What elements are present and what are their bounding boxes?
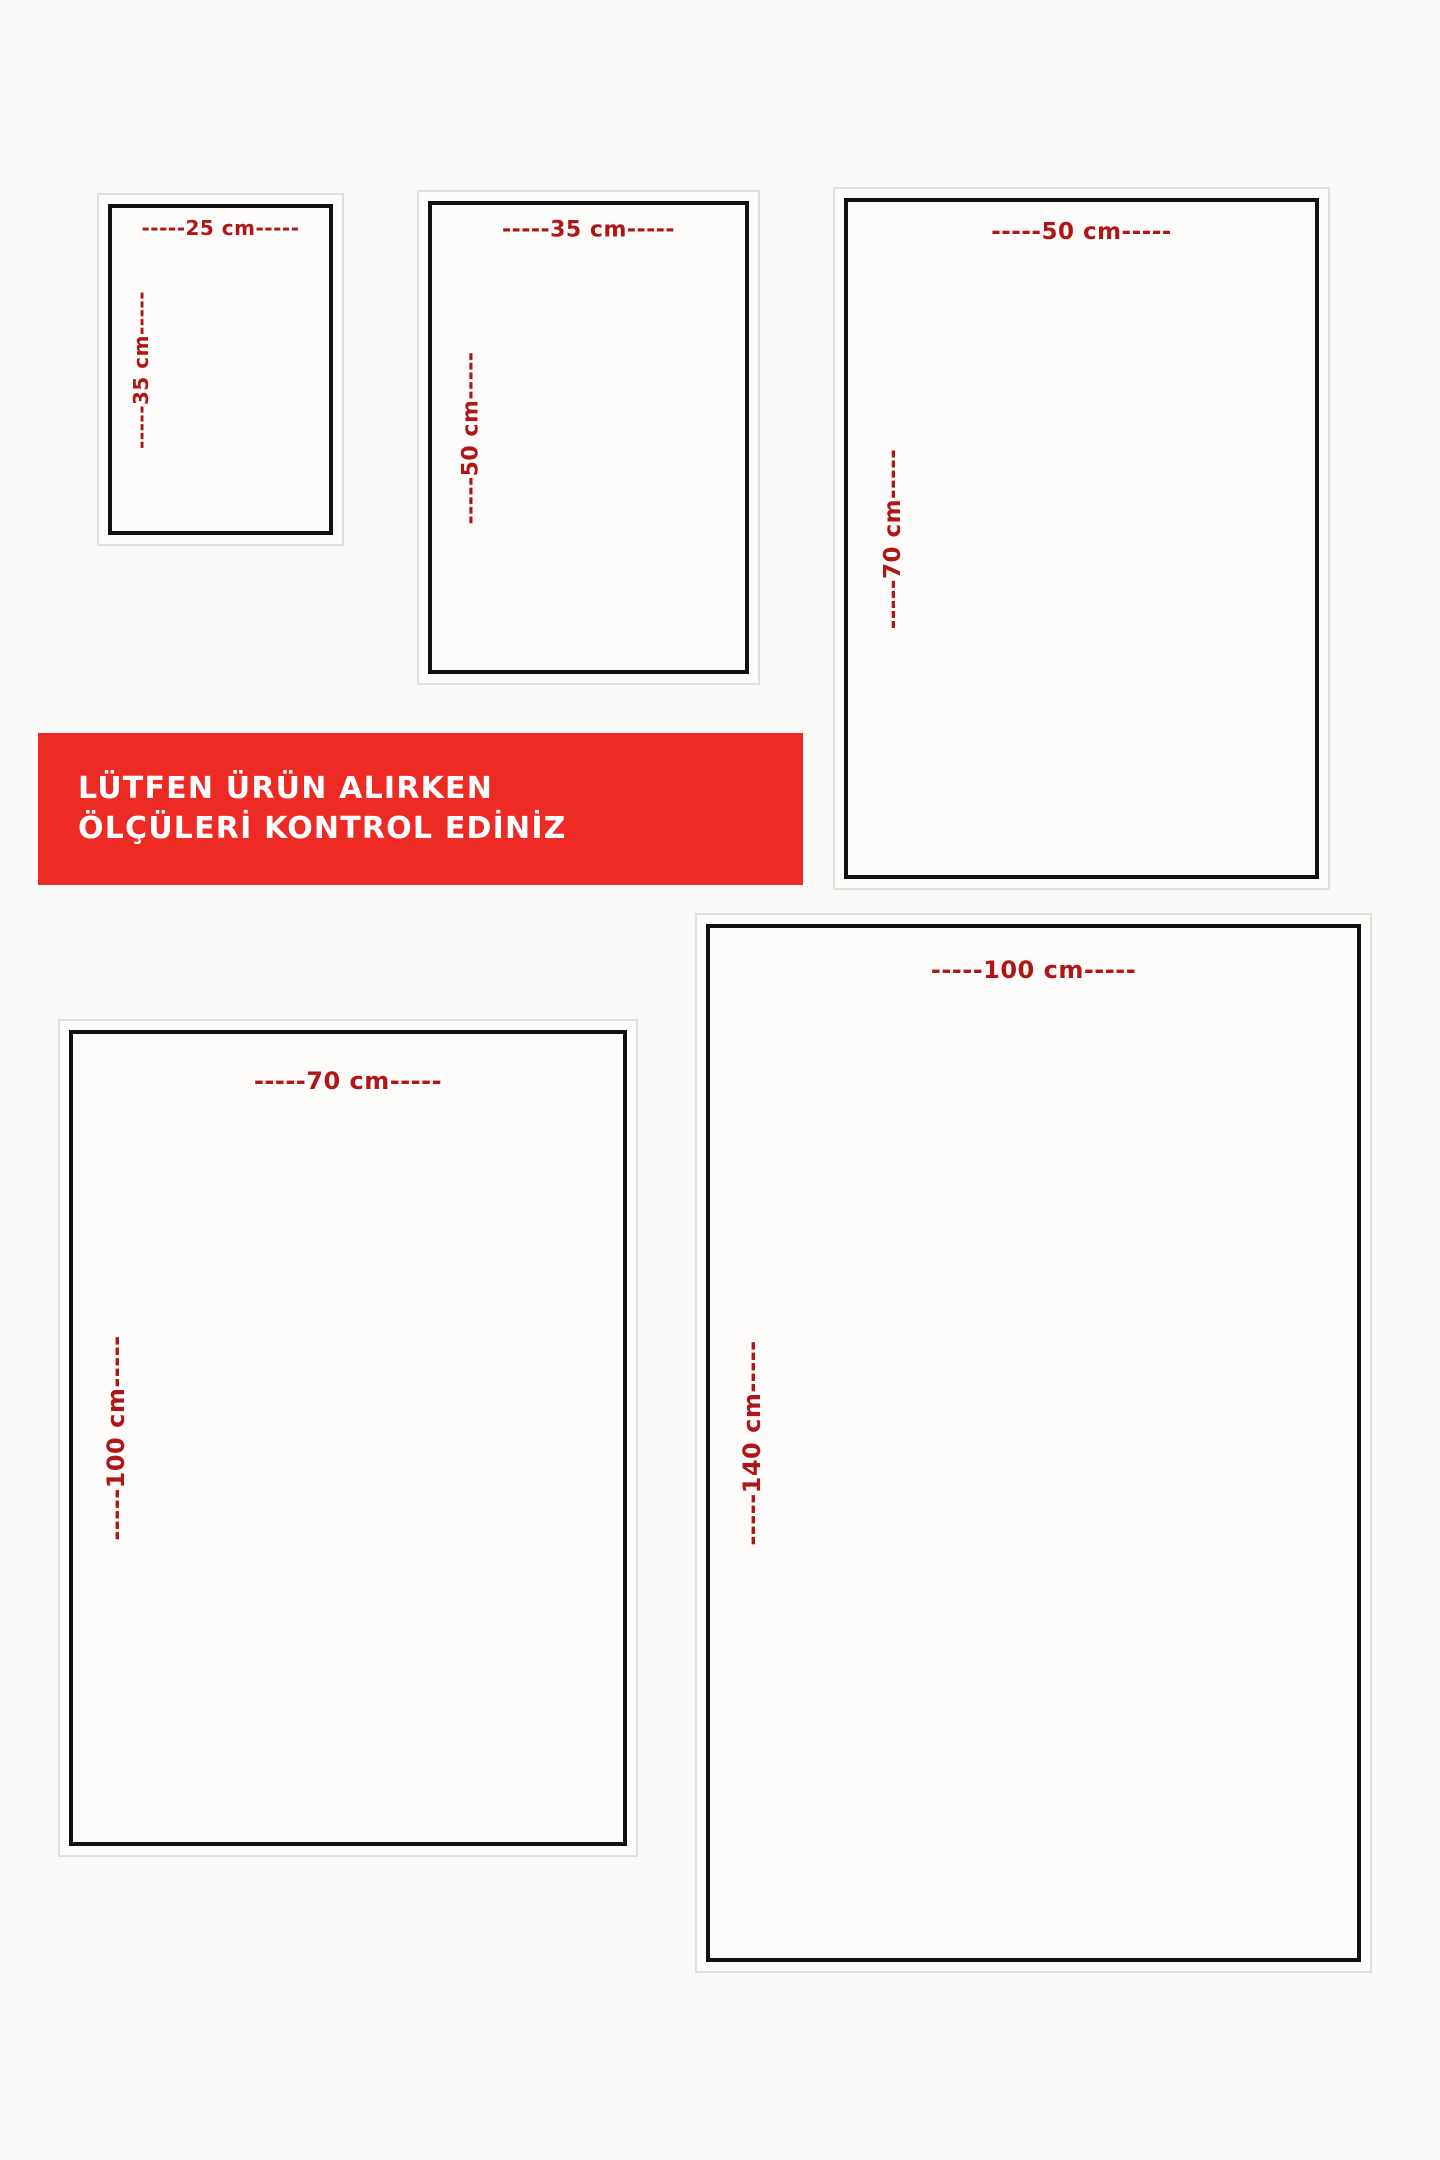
dim-height-25x35: -----35 cm----- <box>129 290 153 449</box>
dim-height-70x100: -----100 cm----- <box>102 1335 130 1541</box>
dim-width-70x100: -----70 cm----- <box>253 1067 443 1095</box>
dim-width-100x140: -----100 cm----- <box>930 956 1137 984</box>
dim-height-35x50: -----50 cm----- <box>458 350 484 525</box>
frame-35x50 <box>417 190 760 685</box>
frame-inner-50x70 <box>844 198 1319 879</box>
frame-70x100 <box>58 1019 638 1857</box>
warning-banner-line-2: ÖLÇÜLERİ KONTROL EDİNİZ <box>78 811 567 846</box>
dim-width-25x35: -----25 cm----- <box>141 216 300 240</box>
dim-height-100x140: -----140 cm----- <box>738 1340 766 1546</box>
warning-banner-line-1: LÜTFEN ÜRÜN ALIRKEN <box>78 770 494 806</box>
frame-50x70 <box>833 187 1330 890</box>
frame-inner-70x100 <box>69 1030 627 1846</box>
warning-banner <box>38 733 803 885</box>
frame-100x140 <box>695 913 1372 1973</box>
dim-width-50x70: -----50 cm----- <box>991 219 1172 245</box>
frame-25x35 <box>97 193 344 546</box>
dim-width-35x50: -----35 cm----- <box>501 217 676 243</box>
frame-inner-100x140 <box>706 924 1361 1962</box>
dim-height-50x70: -----70 cm----- <box>880 448 906 629</box>
